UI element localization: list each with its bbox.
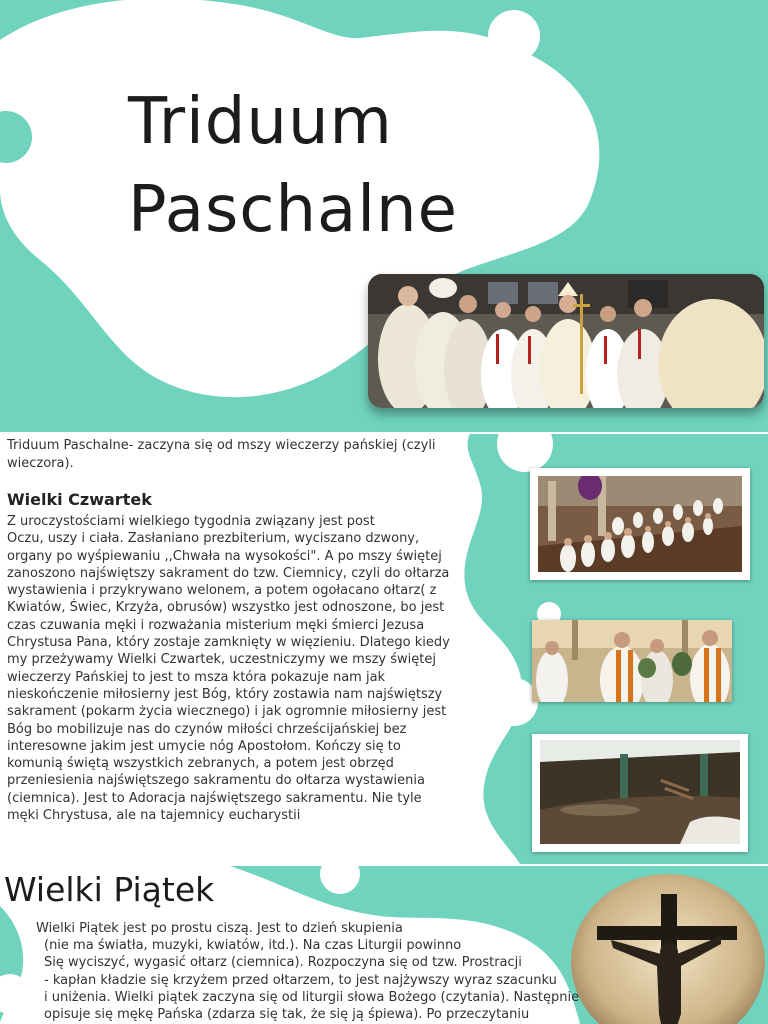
text-line: i uniżenia. Wielki piątek zaczyna się od liturgii słowa Bożego (czytania). Następnie [44,989,580,1005]
text-line: (ciemnica). Jest to Adoracja najświętszego sakramentu. Nie tyle [7,790,422,806]
text-line: Wielki Piątek jest po prostu ciszą. Jest to dzień skupienia [36,921,403,936]
page-title [128,78,528,254]
text-line: nieskończenie miłosierny jest Bóg, który zostawia nam najświętszy [7,686,443,702]
title-line-2: Paschalne [128,173,458,247]
text-line: czas czuwania męki i rozważania misterium męki śmierci Jezusa [7,617,425,633]
text-line: przeniesienia najświętszego sakramentu do ołtarza wystawienia [7,773,425,789]
text-line: Chrystusa Pana, który zostaje zamknięty w więzieniu. Dlatego kiedy [7,635,450,651]
decor-circle [0,974,30,1014]
holy-thursday-text [7,513,453,824]
text-line: my przeżywamy Wielki Czwartek, uczestniczymy we mszy świętej [7,652,436,668]
text-line: sakrament (pokarm życia wiecznego) i jak ogromnie miłosierny jest [7,704,447,720]
text-line: komunią świętą wszystkich zebranych, a potem jest obrzęd [7,756,394,772]
intro-line-2: wieczora). [7,455,74,471]
decor-circle [488,10,540,62]
intro-paragraph [7,437,447,472]
text-line: organy po wyśpiewaniu ,,Chwała na wysokości". A po mszy świętej [7,548,442,564]
text-line: Kwiatów, Świec, Krzyża, obrusów) wszystko jest odnoszone, bo jest [7,600,445,616]
stripped-altar-photo [532,734,748,852]
text-line: Z uroczystościami wielkiego tygodnia związany jest post [7,514,375,529]
text-line: Bóg bo mobilizuje nas do czynów miłości chrześcijańskiej bez [7,721,407,737]
text-line: - kapłan kładzie się krzyżem przed ołtarzem, to jest najżywszy wyraz szacunku [44,972,557,988]
procession-photo [368,274,764,408]
intro-line-1: Triduum Paschalne- zaczyna się od mszy wieczerzy pańskiej (czyli [7,438,436,453]
text-line: opisuje się mękę Pańska (zdarza się tak, że się ją śpiewa). Po przeczytaniu [44,1007,530,1023]
text-line: wystawienia i przykrywano welonem, a potem ogołacano ołtarz( z [7,583,437,599]
holy-thursday-slide [0,434,768,864]
section-heading-good-friday: Wielki Piątek [4,870,215,909]
text-line: interesowne jakim jest umycie nóg Apostołom. Kończy się to [7,738,401,754]
decor-circle [490,678,538,726]
good-friday-text [36,920,596,1023]
church-nave-photo [530,468,750,580]
text-line: Się wyciszyć, wygasić ołtarz (ciemnica). Rozpoczyna się od tzw. Prostracji [44,955,522,971]
title-line-1: Triduum [128,85,393,159]
text-line: męki Chrystusa, ale na tajemnicy eucharystii [7,808,301,824]
text-line: wieczerzy Pańskiej to jest to msza która pokazuje nam jak [7,669,386,685]
priests-photo [532,620,732,702]
text-line: (nie ma światła, muzyki, kwiatów, itd.). Na czas Liturgii powinno [44,938,462,954]
title-slide [0,0,768,432]
good-friday-slide [0,866,768,1024]
section-heading-holy-thursday: Wielki Czwartek [7,490,152,509]
text-line: zanoszono najświętszy sakrament do tzw. Ciemnicy, czyli do ołtarza [7,565,450,581]
decor-circle [153,313,193,353]
text-line: Oczu, uszy i ciała. Zasłaniano prezbiterium, wyciszano dzwony, [7,531,420,547]
